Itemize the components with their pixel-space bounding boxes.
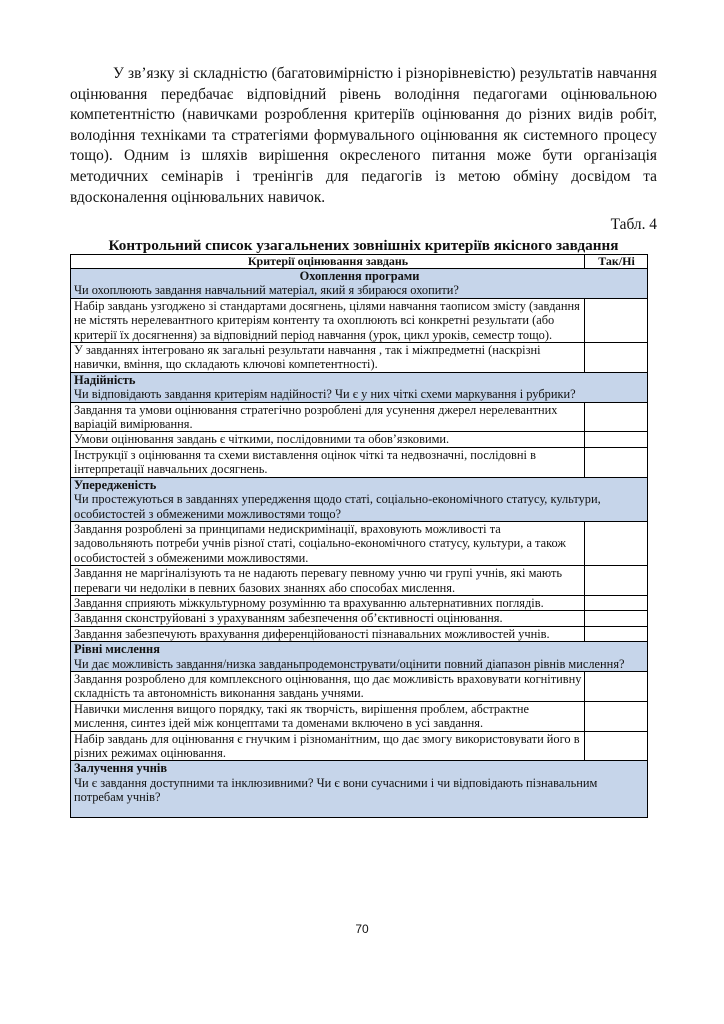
table-body bbox=[71, 269, 648, 818]
criterion-cell: Набір завдань для оцінювання є гнучким і різноманітним, що дає змогу використовувати його в різних режимах оцінювання. bbox=[71, 731, 585, 761]
table-row bbox=[71, 521, 648, 565]
table-row bbox=[71, 626, 648, 641]
section-row bbox=[71, 761, 648, 818]
table-title: Контрольний список узагальнених зовнішніх критеріїв якісного завдання bbox=[108, 237, 619, 254]
criterion-cell: У завданнях інтегровано як загальні результати навчання , так і міжпредметні (наскрізні навички, вміння, що складають ключові компетентності). bbox=[71, 343, 585, 373]
criterion-cell: Завдання сконструйовані з урахуванням забезпечення об’єктивності оцінювання. bbox=[71, 611, 585, 626]
section-title: Надійність bbox=[74, 372, 136, 387]
section-cell bbox=[71, 269, 648, 299]
table-row bbox=[71, 595, 648, 610]
answer-cell[interactable] bbox=[585, 521, 648, 565]
section-title: Залучення учнів bbox=[74, 761, 168, 776]
table-number: Табл. 4 bbox=[610, 216, 657, 233]
section-cell bbox=[71, 761, 648, 818]
table-row bbox=[71, 671, 648, 701]
answer-cell[interactable] bbox=[585, 671, 648, 701]
header-criteria: Критерії оцінювання завдань bbox=[71, 255, 585, 269]
answer-cell[interactable] bbox=[585, 701, 648, 731]
section-cell bbox=[71, 642, 648, 672]
table-row bbox=[71, 566, 648, 596]
table-row bbox=[71, 432, 648, 447]
answer-cell[interactable] bbox=[585, 402, 648, 432]
section-row bbox=[71, 477, 648, 521]
page-number: 70 bbox=[355, 922, 369, 936]
answer-cell[interactable] bbox=[585, 566, 648, 596]
answer-cell[interactable] bbox=[585, 447, 648, 477]
criterion-cell: Завдання сприяють міжкультурному розумінню та врахуванню альтернативних поглядів. bbox=[71, 595, 585, 610]
answer-cell[interactable] bbox=[585, 343, 648, 373]
table-row bbox=[71, 343, 648, 373]
criterion-cell: Інструкції з оцінювання та схеми виставлення оцінок чіткі та недвозначні, послідовні в інтерпретації навчальних досягнень. bbox=[71, 447, 585, 477]
header-answer: Так/Ні bbox=[585, 255, 648, 269]
section-row bbox=[71, 372, 648, 402]
criterion-cell: Завдання розроблені за принципами недискримінації, враховують можливості та задовольняють потреби учнів різної статі, соціально-економічного статусу, культури, а також особистостей з обмеженими можливостями. bbox=[71, 521, 585, 565]
answer-cell[interactable] bbox=[585, 298, 648, 342]
answer-cell[interactable] bbox=[585, 731, 648, 761]
criterion-cell: Завдання розроблено для комплексного оцінювання, що дає можливість враховувати когнітивну складність та автономність виконання завдань учнями. bbox=[71, 671, 585, 701]
section-title: Охоплення програми bbox=[299, 269, 420, 283]
criteria-checklist-table bbox=[70, 254, 648, 818]
section-title: Упередженість bbox=[74, 477, 157, 492]
section-question: Чи є завдання доступними та інклюзивними? Чи є вони сучасними і чи відповідають пізнавальним потребам учнів? bbox=[74, 775, 598, 805]
section-question: Чи простежуються в завданнях упередження щодо статі, соціально-економічного статусу, культури, особистостей з обмеженими можливостями тощо? bbox=[74, 492, 601, 521]
criterion-cell: Умови оцінювання завдань є чіткими, послідовними та обов’язковими. bbox=[71, 432, 585, 447]
section-cell bbox=[71, 372, 648, 402]
criterion-cell: Завдання забезпечують врахування диференційованості пізнавальних можливостей учнів. bbox=[71, 626, 585, 641]
criterion-cell: Завдання не маргіналізують та не надають перевагу певному учню чи групі учнів, які мають переваги чи недоліки в певних базових знаннях або способах мислення. bbox=[71, 566, 585, 596]
section-question: Чи охоплюють завдання навчальний матеріал, який я збираюся охопити? bbox=[74, 283, 459, 298]
section-cell bbox=[71, 477, 648, 521]
criterion-cell: Завдання та умови оцінювання стратегічно розроблені для усунення джерел нерелевантних варіацій вимірювання. bbox=[71, 402, 585, 432]
section-row bbox=[71, 642, 648, 672]
answer-cell[interactable] bbox=[585, 611, 648, 626]
table-row bbox=[71, 611, 648, 626]
section-title: Рівні мислення bbox=[74, 642, 160, 657]
table-row bbox=[71, 701, 648, 731]
body-paragraph: У зв’язку зі складністю (багатовимірністю і різнорівневістю) результатів навчання оцінювання передбачає відповідний рівень володіння педагогами оцінювальною компетентністю (навичками розроблення критеріїв оцінювання до різних видів робіт, володіння техніками та стратегіями формувального оцінювання як системного процесу тощо). Одним із шляхів вирішення окресленого питання може бути організація методичних семінарів і тренінгів для педагогів із метою обміну досвідом та вдосконалення оцінювальних навичок. bbox=[70, 65, 657, 206]
table-row bbox=[71, 298, 648, 342]
section-row bbox=[71, 269, 648, 299]
criterion-cell: Набір завдань узгоджено зі стандартами досягнень, цілями навчання таописом змісту (завдання не містять нерелевантного критеріям контенту та охоплюють всі конкретні результати (або критерії їх досягнення) за відповідний період навчання (урок, цикл уроків, семестр тощо). bbox=[71, 298, 585, 342]
table-header-row bbox=[71, 255, 648, 269]
section-question: Чи відповідають завдання критеріям надійності? Чи є у них чіткі схеми маркування і рубрики? bbox=[74, 387, 576, 402]
answer-cell[interactable] bbox=[585, 626, 648, 641]
table-row bbox=[71, 402, 648, 432]
criterion-cell: Навички мислення вищого порядку, такі як творчість, вирішення проблем, абстрактне мислення, синтез ідей між концептами та доменами включено в усі завдання. bbox=[71, 701, 585, 731]
section-question: Чи дає можливість завдання/низка завданьпродемонструвати/оцінити повний діапазон рівнів мислення? bbox=[74, 656, 625, 671]
table-row bbox=[71, 731, 648, 761]
answer-cell[interactable] bbox=[585, 432, 648, 447]
table-row bbox=[71, 447, 648, 477]
answer-cell[interactable] bbox=[585, 595, 648, 610]
